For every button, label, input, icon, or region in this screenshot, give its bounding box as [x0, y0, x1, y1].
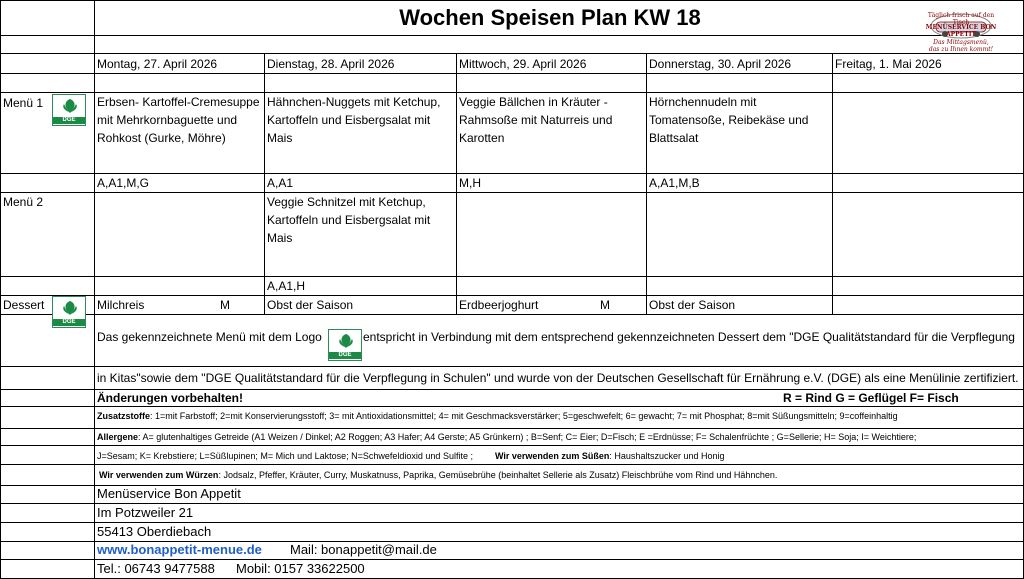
logo-slogan-2: das zu Ihnen kommt! — [928, 46, 994, 53]
grid-line — [0, 35, 1024, 36]
spices-label: Wir verwenden zum Würzen — [99, 470, 219, 480]
dge-note-part1: Das gekennzeichnete Menü mit dem Logo — [97, 330, 322, 344]
menu2-label: Menü 2 — [3, 195, 44, 209]
logo-top-text: Täglich frisch auf den Tisch — [927, 12, 995, 26]
contact-street: Im Potzweiler 21 — [97, 505, 194, 520]
contact-mobile: Mobil: 0157 33622500 — [236, 561, 365, 576]
grid-line — [0, 445, 1024, 446]
grid-line — [0, 0, 1024, 1]
grid-line — [832, 53, 833, 314]
menu2-dish-tuesday: Veggie Schnitzel mit Ketchup, Kartoffeln und Eisbergsalat mit Mais — [267, 195, 431, 245]
dessert-tuesday: Obst der Saison — [267, 298, 354, 312]
menu1-allergens-tuesday: A,A1 — [267, 176, 294, 190]
dessert-thursday: Obst der Saison — [649, 298, 736, 312]
page-title: Wochen Speisen Plan KW 18 — [399, 5, 701, 30]
dessert-label: Dessert — [3, 298, 45, 312]
grid-line — [0, 173, 1024, 174]
menu1-label: Menü 1 — [3, 96, 44, 110]
website-link[interactable]: www.bonappetit-menue.de — [97, 542, 262, 557]
grid-line — [0, 73, 1024, 74]
allergens-line — [97, 431, 916, 443]
dessert-monday: Milchreis — [97, 298, 145, 312]
dessert-wednesday: Erdbeerjoghurt — [459, 298, 539, 312]
grid-line — [264, 53, 265, 314]
menu1-allergens-thursday: A,A1,M,B — [649, 176, 700, 190]
day-header-tuesday: Dienstag, 28. April 2026 — [267, 57, 395, 71]
grid-line — [0, 53, 1024, 54]
day-header-thursday: Donnerstag, 30. April 2026 — [649, 57, 792, 71]
company-logo — [920, 10, 1002, 54]
contact-mail: Mail: bonappetit@mail.de — [290, 542, 437, 557]
grid-line — [0, 366, 1024, 367]
grid-line — [0, 276, 1024, 277]
menu1-dish-thursday: Hörnchennudeln mit Tomatensoße, Reibekäse und Blattsalat — [649, 95, 809, 145]
grid-line — [0, 428, 1024, 429]
grid-line — [0, 192, 1024, 193]
dge-note-part3: in Kitas"sowie dem "DGE Qualitätstandard für die Verpflegung in Schulen" und wurde von der Deutschen Gesellschaft für Ernährung e.V. (DGE) als eine Menülinie zertifiziert. — [97, 371, 1019, 385]
additives-text: : 1=mit Farbstoff; 2=mit Konservierungsstoff; 3= mit Antioxidationsmittel; 4= mit Geschmacksverstärker; 5=geschwefelt; 6= gewacht; 7= mit Phosphat; 8=mit Süßungsmitteln; 9=coffeinhaltig — [150, 411, 898, 421]
dge-logo-icon — [328, 329, 362, 361]
allergens-text-2: J=Sesam; K= Krebstiere; L=Süßlupinen; M= Mich und Laktose; N=Schwefeldioxid und Sulfite ; — [97, 451, 473, 461]
sweeteners-label: Wir verwenden zum Süßen — [494, 451, 610, 461]
logo-brand: MENÜSERVICE BON APPETIT — [925, 24, 997, 38]
dessert-allergens-monday: M — [220, 298, 230, 312]
spices-line — [99, 469, 777, 481]
dge-logo-icon — [52, 94, 86, 126]
allergens-label: Allergene — [97, 432, 139, 442]
sweeteners-text: : Haushaltszucker und Honig — [609, 451, 725, 461]
dge-note-part2: entspricht in Verbindung mit dem entsprechend gekennzeichneten Dessert dem "DGE Qualitätstandard für die Verpflegung — [363, 330, 1015, 344]
grid-line — [456, 53, 457, 314]
menu1-dish-tuesday: Hähnchen-Nuggets mit Ketchup, Kartoffeln und Eisbergsalat mit Mais — [267, 95, 441, 145]
grid-line — [0, 0, 1, 579]
dge-badge-text: DGE — [53, 117, 85, 124]
contact-city: 55413 Oberdiebach — [97, 524, 212, 539]
dge-logo-icon — [52, 296, 86, 328]
dessert-allergens-wednesday: M — [600, 298, 610, 312]
grid-line — [0, 464, 1024, 465]
menu1-allergens-wednesday: M,H — [459, 176, 481, 190]
grid-line — [94, 0, 95, 579]
dge-badge-text: DGE — [53, 319, 85, 326]
day-header-friday: Freitag, 1. Mai 2026 — [835, 57, 942, 71]
additives-label: Zusatzstoffe — [97, 411, 151, 421]
dge-badge-text: DGE — [329, 352, 361, 359]
menu1-allergens-monday: A,A1,M,G — [97, 176, 150, 190]
allergens-line-2 — [97, 450, 724, 462]
contact-tel: Tel.: 06743 9477588 — [97, 561, 215, 576]
day-header-monday: Montag, 27. April 2026 — [97, 57, 218, 71]
spices-text: : Jodsalz, Pfeffer, Kräuter, Curry, Muskatnuss, Paprika, Gemüsebrühe (beinhaltet Sellerie als Zusatz) Fleischbrühe vom Rind und Hähnchen. — [218, 470, 778, 480]
menu1-dish-wednesday: Veggie Bällchen in Kräuter -Rahmsoße mit Naturreis und Karotten — [459, 95, 613, 145]
menu1-dish-monday: Erbsen- Kartoffel-Cremesuppe mit Mehrkornbaguette und Rohkost (Gurke, Möhre) — [97, 95, 260, 145]
meat-legend: R = Rind G = Geflügel F= Fisch — [783, 391, 959, 405]
additives-line — [97, 410, 898, 422]
grid-line — [646, 53, 647, 314]
menu2-allergens-tuesday: A,A1,H — [267, 279, 306, 293]
grid-line — [0, 314, 1024, 315]
logo-slogan-1: Das Mittagsmenü, — [933, 39, 989, 46]
changes-notice: Änderungen vorbehalten! — [97, 391, 244, 405]
contact-company: Menüservice Bon Appetit — [97, 486, 241, 501]
day-header-wednesday: Mittwoch, 29. April 2026 — [459, 57, 587, 71]
allergens-text: : A= glutenhaltiges Getreide (A1 Weizen / Dinkel; A2 Roggen; A3 Hafer; A4 Gerste; A5 Grünkern) ; B=Senf; C= Eier; D=Fisch; E =Erdnüsse; F= Schalenfrüchte ; G=Sellerie; H= Soja; I= Weichtiere; — [138, 432, 917, 442]
